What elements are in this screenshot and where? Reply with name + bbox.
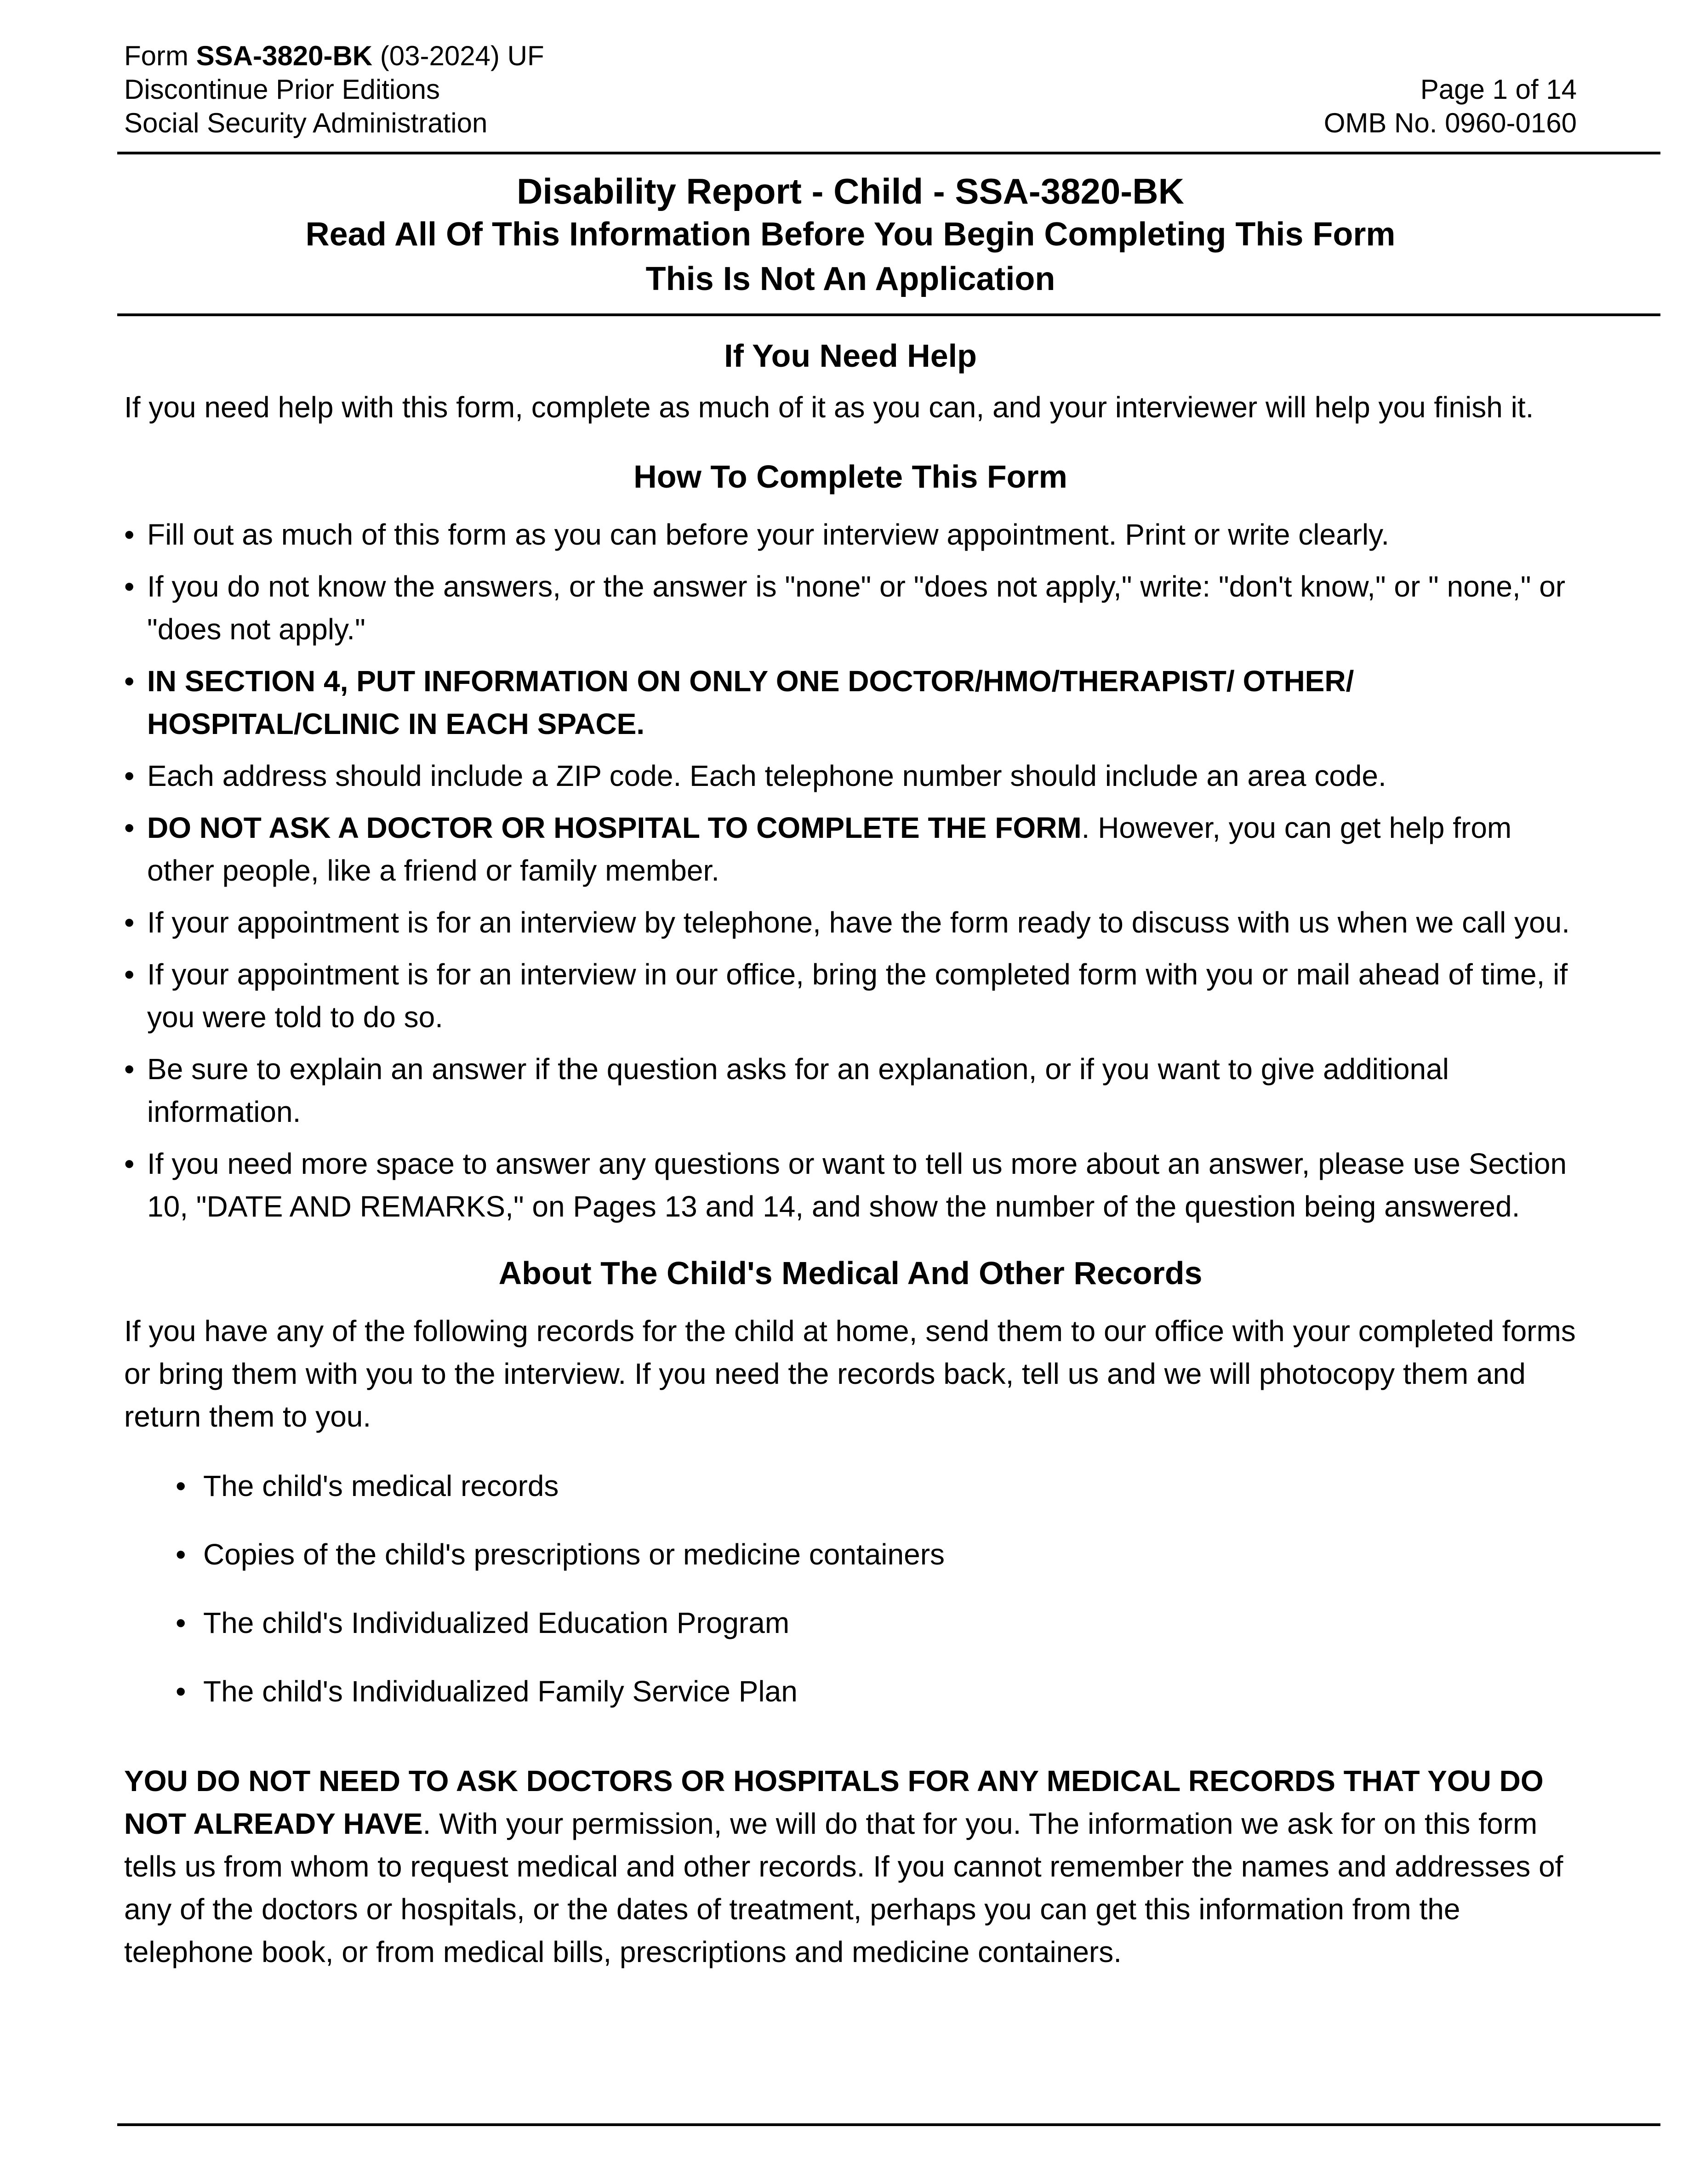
bullet-marker: •: [176, 1606, 186, 1639]
bold-text-run: DO NOT ASK A DOCTOR OR HOSPITAL TO COMPLETE THE FORM: [147, 811, 1082, 844]
bullet-item: [124, 565, 1577, 651]
closing-paragraph: [124, 1760, 1577, 1974]
text-run: If your appointment is for an interview by telephone, have the form ready to discuss with us when we call you.: [147, 906, 1570, 939]
bullet-text: [147, 901, 1577, 944]
bullet-item: [124, 660, 1577, 745]
bullet-item: [124, 755, 1577, 797]
bullet-text: Copies of the child's prescriptions or medicine containers: [203, 1538, 945, 1571]
bullet-text: [147, 565, 1577, 651]
text-run: . With your permission, we will do that for you. The information we ask for on this form tells us from whom to request medical and other records. If you cannot remember the names and addresses of any of the doctors or hospitals, or the dates of treatment, perhaps you can get this information from the telephone book, or from medical bills, prescriptions and medicine containers.: [124, 1807, 1563, 1968]
record-item: [176, 1670, 1577, 1713]
header-divider: [117, 152, 1660, 154]
text-run: If you do not know the answers, or the answer is "none" or "does not apply," write: "don't know," or " none," or "does not apply.": [147, 570, 1566, 646]
bullet-text: [147, 953, 1577, 1039]
bullet-marker: •: [176, 1538, 186, 1571]
section-heading-records: About The Child's Medical And Other Records: [498, 1255, 1203, 1291]
bullet-marker: •: [176, 1675, 186, 1708]
text-run: Fill out as much of this form as you can before your interview appointment. Print or write clearly.: [147, 518, 1390, 551]
bullet-marker: •: [124, 1147, 135, 1180]
bullet-item: [124, 901, 1577, 944]
bullet-marker: •: [124, 570, 135, 603]
bullet-marker: •: [124, 665, 135, 698]
record-item: [176, 1602, 1577, 1644]
bullet-marker: •: [124, 518, 135, 551]
bullet-marker: •: [124, 958, 135, 991]
form-number: SSA-3820-BK: [196, 40, 373, 71]
page-number: Page 1 of 14: [1420, 74, 1577, 105]
bullet-text: [147, 660, 1577, 745]
text-run: . However, you can get help from other people, like a friend or family member.: [147, 811, 1512, 887]
bullet-text: [147, 755, 1577, 797]
page-title: Disability Report - Child - SSA-3820-BK: [517, 171, 1184, 211]
bullet-text: The child's Individualized Family Service Plan: [203, 1675, 798, 1708]
page-subtitle-1: Read All Of This Information Before You Begin Completing This Form: [305, 216, 1396, 253]
bullet-item: [124, 513, 1577, 556]
help-paragraph: If you need help with this form, complete as much of it as you can, and your interviewer will help you finish it.: [124, 391, 1534, 424]
bullet-item: [124, 1143, 1577, 1228]
bullet-item: [124, 807, 1577, 892]
text-run: Be sure to explain an answer if the question asks for an explanation, or if you want to give additional information.: [147, 1052, 1449, 1128]
bullet-marker: •: [124, 811, 135, 844]
form-header-left: [124, 39, 544, 140]
form-header-right: [1324, 39, 1577, 140]
records-paragraph: If you have any of the following records for the child at home, send them to our office with your completed forms or bring them with you to the interview. If you need the records back, tell us and we will photocopy them and return them to you.: [124, 1314, 1576, 1433]
record-item: [176, 1465, 1577, 1507]
omb-number: OMB No. 0960-0160: [1323, 108, 1577, 138]
bullet-text: [147, 807, 1577, 892]
bullet-text: The child's medical records: [203, 1469, 559, 1502]
bullet-text: The child's Individualized Education Program: [203, 1606, 790, 1639]
bullet-marker: •: [176, 1469, 186, 1502]
text-run: If you need more space to answer any questions or want to tell us more about an answer, please use Section 10, "DATE AND REMARKS," on Pages 13 and 14, and show the number of the question being answered.: [147, 1147, 1567, 1223]
section-heading-how-to: How To Complete This Form: [633, 459, 1067, 495]
form-number-prefix: Form: [124, 40, 196, 71]
bullet-item: [124, 1048, 1577, 1133]
discontinue-note: Discontinue Prior Editions: [124, 74, 440, 105]
title-block: [124, 170, 1577, 301]
bullet-text: [147, 1143, 1577, 1228]
record-item: [176, 1533, 1577, 1576]
form-number-line: [124, 39, 544, 73]
bullet-marker: •: [124, 906, 135, 939]
records-list: [124, 1465, 1577, 1713]
bullet-marker: •: [124, 1052, 135, 1086]
bold-text-run: YOU DO NOT NEED TO ASK DOCTORS OR HOSPITALS FOR ANY MEDICAL RECORDS THAT YOU DO NOT ALREADY HAVE: [124, 1764, 1544, 1840]
bullet-text: [147, 1048, 1577, 1133]
how-to-bullet-list: [124, 513, 1577, 1228]
form-header: [124, 39, 1577, 140]
footer-divider: [117, 2123, 1660, 2126]
bold-text-run: IN SECTION 4, PUT INFORMATION ON ONLY ONE DOCTOR/HMO/THERAPIST/ OTHER/ HOSPITAL/CLINIC IN EACH SPACE.: [147, 665, 1354, 740]
bullet-text: [147, 513, 1577, 556]
title-divider: [117, 313, 1660, 316]
bullet-item: [124, 953, 1577, 1039]
section-heading-help: If You Need Help: [724, 338, 977, 374]
page-subtitle-2: This Is Not An Application: [645, 261, 1055, 297]
bullet-marker: •: [124, 759, 135, 792]
text-run: Each address should include a ZIP code. Each telephone number should include an area code.: [147, 759, 1386, 792]
form-number-suffix: (03-2024) UF: [372, 40, 544, 71]
text-run: If your appointment is for an interview in our office, bring the completed form with you or mail ahead of time, if you were told to do so.: [147, 958, 1568, 1034]
agency-name: Social Security Administration: [124, 108, 488, 138]
